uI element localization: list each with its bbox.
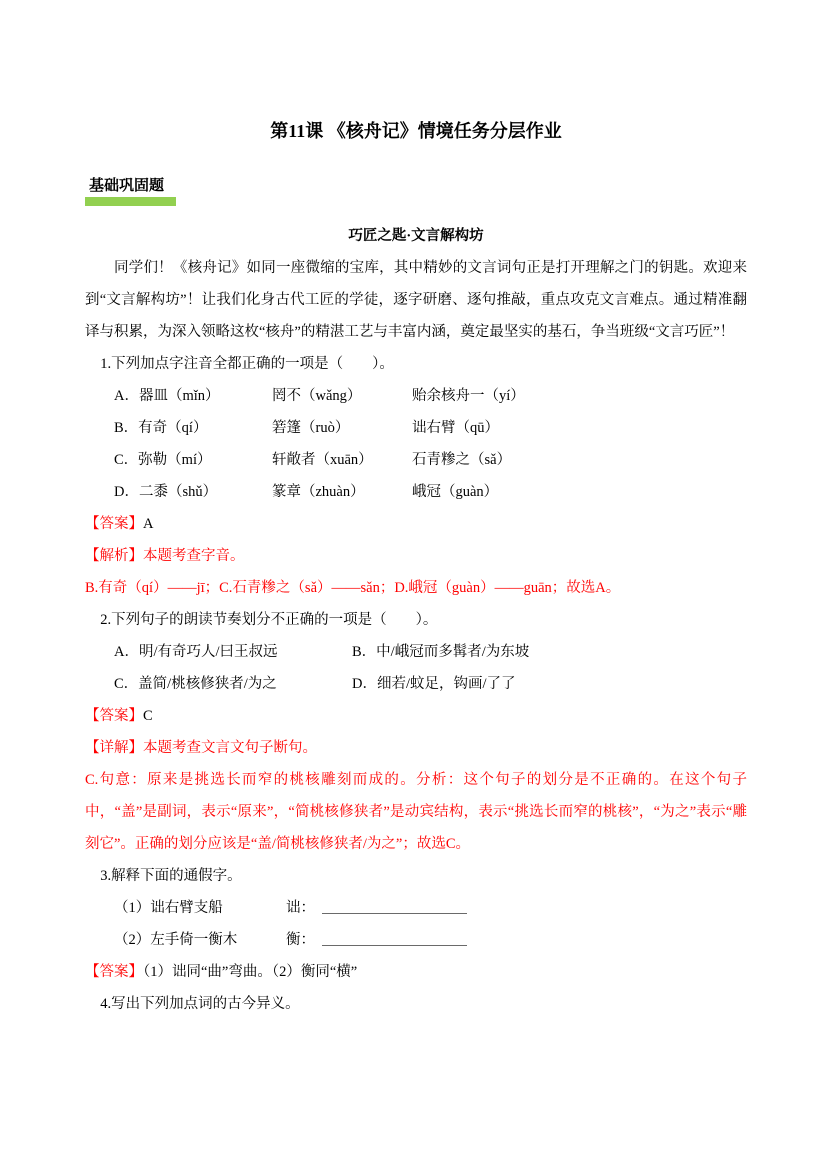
q3-answer-line: [85, 956, 747, 988]
q1-analysis-line: [85, 540, 747, 572]
q2-answer-value: C: [143, 708, 153, 724]
q3-answer-label: 【答案】: [85, 964, 143, 980]
q1-option-b-part-3: 诎右臂（qū）: [412, 420, 499, 436]
q2-answer-label: 【答案】: [85, 708, 143, 724]
q1-option-d-part-2: 篆章（zhuàn）: [272, 484, 365, 500]
question-2-stem: 2.下列句子的朗读节奏划分不正确的一项是（ ）。: [100, 612, 438, 628]
question-4-stem: 4.写出下列加点词的古今异义。: [100, 996, 300, 1012]
q3-item-1-blank: ＿＿＿＿＿＿＿＿＿＿: [322, 900, 467, 916]
q1-option-a-part-1: A．器皿（mǐn）: [114, 388, 220, 404]
q3-item-1: [85, 892, 747, 924]
q1-analysis-detail: B.有奇（qí）——jī；C.石青糁之（sǎ）——sǎn；D.峨冠（guàn）——guān；故选A。: [85, 580, 621, 596]
q3-answer-value: （1）诎同“曲”弯曲。（2）衡同“横”: [143, 964, 358, 980]
section-badge: 基础巩固题: [85, 174, 176, 206]
q1-answer-line: [85, 508, 747, 540]
q1-option-c-part-2: 轩敞者（xuān）: [272, 452, 373, 468]
q1-option-row-c: [85, 444, 747, 476]
page-title: 第11课 《核舟记》情境任务分层作业: [270, 121, 562, 141]
q1-option-a-part-2: 罔不（wǎng）: [272, 388, 362, 404]
q1-option-row-b: [85, 412, 747, 444]
q1-answer-label: 【答案】: [85, 516, 143, 532]
q2-option-d: D．细若/蚊足，钩画/了了: [352, 676, 516, 692]
q1-option-b-part-2: 箬篷（ruò）: [272, 420, 350, 436]
intro-paragraph: 同学们！《核舟记》如同一座微缩的宝库，其中精妙的文言词句正是打开理解之门的钥匙。欢迎来到“文言解构坊”！让我们化身古代工匠的学徒，逐字研磨、逐句推敲，重点攻克文言难点。通过精准翻译与积累，为深入领略这枚“核舟”的精湛工艺与丰富内涵，奠定最坚实的基石，争当班级“文言巧匠”！: [85, 260, 747, 340]
q3-item-2: [85, 924, 747, 956]
question-3-stem: 3.解释下面的通假字。: [100, 868, 242, 884]
question-1-stem: 1.下列加点字注音全都正确的一项是（ ）。: [100, 356, 394, 372]
q1-option-row-a: [85, 380, 747, 412]
section-subtitle: 巧匠之匙·文言解构坊: [348, 228, 484, 244]
q1-option-a-part-3: 贻余核舟一（yí）: [412, 388, 525, 404]
q1-option-d-part-1: D．二黍（shǔ）: [114, 484, 218, 500]
q3-item-1-text: （1）诎右臂支船: [114, 900, 223, 916]
q2-option-c: C．盖简/桃核修狭者/为之: [114, 676, 277, 692]
q2-option-row-ab: [85, 636, 747, 668]
q2-answer-line: [85, 700, 747, 732]
q3-item-2-text: （2）左手倚一衡木: [114, 932, 238, 948]
q1-option-d-part-3: 峨冠（guàn）: [412, 484, 499, 500]
q2-analysis-text: 本题考查文言文句子断句。: [143, 740, 317, 756]
q1-option-b-part-1: B．有奇（qí）: [114, 420, 208, 436]
q2-analysis-line: [85, 732, 747, 764]
section-badge-row: [85, 174, 747, 206]
q2-analysis-detail: C.句意：原来是挑选长而窄的桃核雕刻而成的。分析：这个句子的划分是不正确的。在这个句子中，“盖”是副词，表示“原来”，“简桃核修狭者”是动宾结构，表示“挑选长而窄的桃核”，“为之”表示“雕刻它”。正确的划分应该是“盖/简桃核修狭者/为之”；故选C。: [85, 772, 747, 852]
q2-analysis-label: 【详解】: [85, 740, 143, 756]
q1-analysis-label: 【解析】: [85, 548, 143, 564]
q2-option-b: B．中/峨冠而多髯者/为东坡: [352, 644, 530, 660]
q1-option-row-d: [85, 476, 747, 508]
q3-item-2-blank: ＿＿＿＿＿＿＿＿＿＿: [322, 932, 467, 948]
q1-option-c-part-3: 石青糁之（sǎ）: [412, 452, 512, 468]
q1-analysis-text: 本题考查字音。: [143, 548, 245, 564]
q2-option-row-cd: [85, 668, 747, 700]
q1-option-c-part-1: C．弥勒（mí）: [114, 452, 212, 468]
q3-item-1-term: 诎：: [286, 900, 315, 916]
q1-answer-value: A: [143, 516, 154, 532]
q2-option-a: A．明/有奇巧人/曰王叔远: [114, 644, 278, 660]
q3-item-2-term: 衡：: [286, 932, 315, 948]
